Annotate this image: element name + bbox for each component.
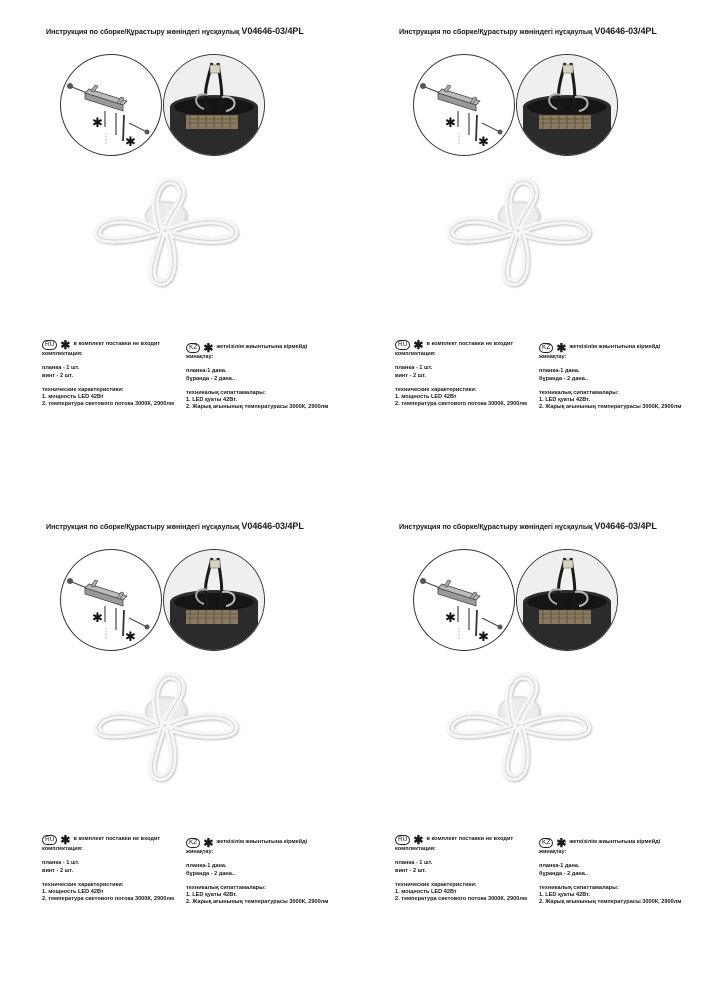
tech-item: 2. температура светового потока 3000К, 2900лм [395, 401, 528, 408]
svg-text:✱: ✱ [125, 135, 136, 150]
tech-item: 2. Жарық ағынының температурасы 3000К, 2900лм [539, 404, 682, 411]
kz-header [186, 838, 328, 848]
tech-item: 2. температура светового потока 3000К, 2900лм [42, 896, 175, 903]
kz-header [539, 838, 681, 848]
mounting-bracket-icon [60, 54, 162, 156]
kit-item: бұранда - 2 дана.. [186, 375, 236, 382]
ru-badge: RU [42, 340, 57, 350]
kit-label: жинақтау: [186, 849, 214, 855]
kit-label: комплектация: [395, 846, 436, 852]
instruction-sheet [353, 0, 706, 500]
kit-item: планка-1 дана. [186, 863, 227, 870]
kit-item: винт - 2 шт. [42, 867, 74, 874]
spec-kz [539, 343, 681, 412]
wiring-terminal-icon [516, 549, 618, 651]
spec-ru [42, 835, 174, 904]
not-included-note: жеткізілім жиынтығына кірмейді [216, 839, 308, 846]
svg-text:✱: ✱ [125, 630, 136, 645]
tech-label: техникалық сипаттамалары: [186, 884, 266, 891]
asterisk-icon: ✱ [413, 833, 424, 847]
kit-item: планка-1 дана. [539, 368, 580, 375]
tech-item: 1. LED қуаты 42Вт. [186, 892, 237, 899]
model-number: V04646-03/4PL [241, 26, 304, 36]
tech-item: 1. LED қуаты 42Вт. [539, 397, 590, 404]
mounting-bracket-icon [60, 549, 162, 651]
ru-badge: RU [395, 340, 410, 350]
asterisk-icon: ✱ [203, 836, 214, 850]
asterisk-icon: ✱ [203, 341, 214, 355]
title-text: Инструкция по сборке/Құрастыру жөніндегі нұсқаулық [46, 522, 240, 531]
kz-badge: KZ [186, 838, 200, 848]
svg-text:✱: ✱ [478, 135, 489, 150]
not-included-note: жеткізілім жиынтығына кірмейді [216, 344, 308, 351]
ceiling-lamp-icon [86, 665, 246, 785]
asterisk-icon: ✱ [60, 338, 71, 352]
kit-item: планка - 1 шт. [395, 860, 433, 867]
sheet-title [46, 26, 304, 36]
kit-item: винт - 2 шт. [42, 372, 74, 379]
kz-badge: KZ [539, 343, 553, 353]
mounting-bracket-icon [413, 54, 515, 156]
tech-item: 2. Жарық ағынының температурасы 3000К, 2900лм [539, 899, 682, 906]
mounting-bracket-icon [413, 549, 515, 651]
wiring-terminal-icon [163, 54, 265, 156]
not-included-note: в комплект поставки не входит [73, 341, 161, 348]
kit-item: винт - 2 шт. [395, 372, 427, 379]
ru-header [42, 835, 174, 845]
ru-header [395, 835, 527, 845]
kit-item: бұранда - 2 дана.. [539, 375, 589, 382]
model-number: V04646-03/4PL [241, 521, 304, 531]
svg-text:✱: ✱ [478, 630, 489, 645]
tech-item: 1. мощность LED 42Вт [42, 394, 104, 401]
kit-label: комплектация: [395, 351, 436, 357]
kit-item: планка - 1 шт. [395, 365, 433, 372]
not-included-note: жеткізілім жиынтығына кірмейді [569, 344, 661, 351]
asterisk-icon: ✱ [556, 341, 567, 355]
svg-text:✱: ✱ [445, 116, 456, 131]
not-included-note: жеткізілім жиынтығына кірмейді [569, 839, 661, 846]
ceiling-lamp-icon [439, 170, 599, 290]
tech-item: 2. Жарық ағынының температурасы 3000К, 2900лм [186, 899, 329, 906]
kit-item: планка-1 дана. [539, 863, 580, 870]
kz-badge: KZ [539, 838, 553, 848]
svg-text:✱: ✱ [92, 116, 103, 131]
spec-ru [395, 835, 527, 904]
ru-badge: RU [395, 835, 410, 845]
kit-label: жинақтау: [186, 354, 214, 360]
instruction-sheet [0, 0, 353, 500]
ru-badge: RU [42, 835, 57, 845]
model-number: V04646-03/4PL [594, 26, 657, 36]
spec-ru [42, 340, 174, 409]
tech-label: техникалық сипаттамалары: [539, 884, 619, 891]
kit-item: бұранда - 2 дана.. [186, 870, 236, 877]
spec-kz [186, 343, 328, 412]
svg-text:✱: ✱ [445, 611, 456, 626]
ceiling-lamp-icon [86, 170, 246, 290]
ru-header [42, 340, 174, 350]
not-included-note: в комплект поставки не входит [73, 836, 161, 843]
kit-label: комплектация: [42, 846, 83, 852]
title-text: Инструкция по сборке/Құрастыру жөніндегі нұсқаулық [46, 27, 240, 36]
tech-label: техникалық сипаттамалары: [539, 389, 619, 396]
not-included-note: в комплект поставки не входит [426, 341, 514, 348]
tech-item: 2. температура светового потока 3000К, 2900лм [42, 401, 175, 408]
sheet-title [399, 26, 657, 36]
kit-label: жинақтау: [539, 849, 567, 855]
asterisk-icon: ✱ [413, 338, 424, 352]
tech-label: технические характеристики: [42, 386, 124, 393]
tech-item: 1. мощность LED 42Вт [395, 394, 457, 401]
tech-label: технические характеристики: [395, 881, 477, 888]
kz-badge: KZ [186, 343, 200, 353]
asterisk-icon: ✱ [60, 833, 71, 847]
title-text: Инструкция по сборке/Құрастыру жөніндегі нұсқаулық [399, 522, 593, 531]
kz-header [186, 343, 328, 353]
ru-header [395, 340, 527, 350]
tech-item: 1. мощность LED 42Вт [42, 889, 104, 896]
instruction-sheet [0, 495, 353, 995]
kit-label: жинақтау: [539, 354, 567, 360]
not-included-note: в комплект поставки не входит [426, 836, 514, 843]
tech-item: 2. температура светового потока 3000К, 2900лм [395, 896, 528, 903]
tech-label: техникалық сипаттамалары: [186, 389, 266, 396]
tech-item: 1. мощность LED 42Вт [395, 889, 457, 896]
tech-item: 1. LED қуаты 42Вт. [539, 892, 590, 899]
kit-item: планка-1 дана. [186, 368, 227, 375]
svg-text:✱: ✱ [92, 611, 103, 626]
wiring-terminal-icon [163, 549, 265, 651]
tech-item: 2. Жарық ағынының температурасы 3000К, 2900лм [186, 404, 329, 411]
model-number: V04646-03/4PL [594, 521, 657, 531]
kit-label: комплектация: [42, 351, 83, 357]
kit-item: планка - 1 шт. [42, 860, 80, 867]
instruction-sheet [353, 495, 706, 995]
sheet-title [399, 521, 657, 531]
tech-label: технические характеристики: [395, 386, 477, 393]
asterisk-icon: ✱ [556, 836, 567, 850]
kit-item: планка - 1 шт. [42, 365, 80, 372]
kz-header [539, 343, 681, 353]
wiring-terminal-icon [516, 54, 618, 156]
ceiling-lamp-icon [439, 665, 599, 785]
kit-item: бұранда - 2 дана.. [539, 870, 589, 877]
spec-kz [539, 838, 681, 907]
sheet-title [46, 521, 304, 531]
kit-item: винт - 2 шт. [395, 867, 427, 874]
tech-label: технические характеристики: [42, 881, 124, 888]
title-text: Инструкция по сборке/Құрастыру жөніндегі нұсқаулық [399, 27, 593, 36]
tech-item: 1. LED қуаты 42Вт. [186, 397, 237, 404]
spec-kz [186, 838, 328, 907]
spec-ru [395, 340, 527, 409]
